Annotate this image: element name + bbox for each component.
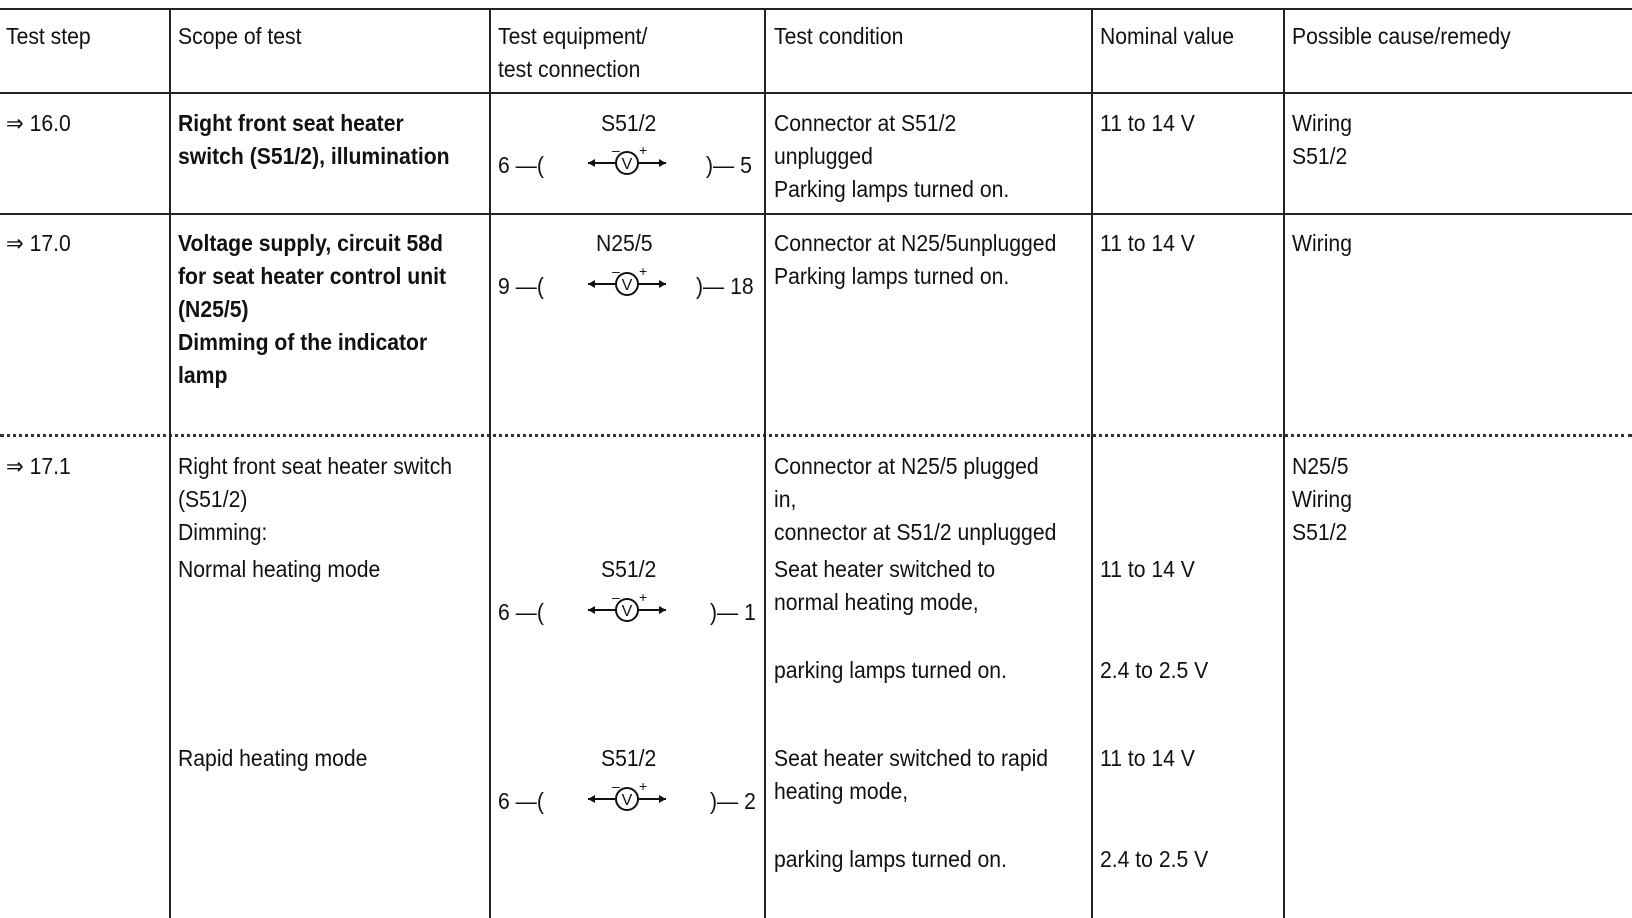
header-cause: Possible cause/remedy <box>1292 23 1511 49</box>
svg-text:–: – <box>612 266 620 279</box>
pin-left-17-0-number: 9 <box>498 273 510 299</box>
condition-16-0: Connector at S51/2 unplugged Parking lamps turned on. <box>774 110 1010 202</box>
step-16-0: ⇒ 16.0 <box>6 110 71 136</box>
condition-normal-a: Seat heater switched to normal heating mode, <box>774 556 996 615</box>
svg-text:+: + <box>639 145 648 158</box>
svg-text:–: – <box>612 145 620 158</box>
connector-socket-left-icon: —( <box>515 788 544 814</box>
connector-label-17-0: N25/5 <box>596 230 653 256</box>
svg-text:V: V <box>621 792 633 809</box>
svg-text:–: – <box>612 781 620 794</box>
connector-label-16-0: S51/2 <box>601 110 657 136</box>
svg-text:V: V <box>621 277 633 294</box>
nominal-rapid-b: 2.4 to 2.5 V <box>1100 846 1209 872</box>
col-rule-2 <box>489 8 491 918</box>
nominal-normal-b: 2.4 to 2.5 V <box>1100 657 1209 683</box>
pin-left-17-0 <box>498 272 544 300</box>
pin-right-rapid <box>710 787 756 815</box>
svg-text:V: V <box>621 603 633 620</box>
nominal-normal-a: 11 to 14 V <box>1100 556 1195 582</box>
col-rule-4 <box>1091 8 1093 918</box>
voltmeter-icon <box>584 781 670 817</box>
condition-rapid-a: Seat heater switched to rapid heating mode, <box>774 745 1049 804</box>
svg-text:V: V <box>621 156 633 173</box>
condition-rapid-b: parking lamps turned on. <box>774 846 1007 872</box>
col-rule-5 <box>1283 8 1285 918</box>
pin-left-rapid <box>498 787 544 815</box>
scope-rapid-heating: Rapid heating mode <box>178 745 368 771</box>
scope-17-0: Voltage supply, circuit 58d for seat heater control unit (N25/5) Dimming of the indicator lamp <box>178 230 447 388</box>
pin-right-17-0-number: 18 <box>730 273 754 299</box>
header-nominal: Nominal value <box>1100 23 1235 49</box>
pin-left-normal-number: 6 <box>498 599 510 625</box>
pin-right-16-0-number: 5 <box>740 152 752 178</box>
step-17-0: ⇒ 17.0 <box>6 230 71 256</box>
connector-label-normal: S51/2 <box>601 556 657 582</box>
pin-right-17-0 <box>696 272 754 300</box>
connector-socket-right-icon: )— <box>706 152 741 178</box>
header-condition: Test condition <box>774 23 904 49</box>
svg-text:–: – <box>612 592 620 605</box>
pin-right-normal-number: 1 <box>744 599 756 625</box>
connector-socket-left-icon: —( <box>515 273 544 299</box>
header-bottom-rule <box>0 92 1632 94</box>
voltmeter-icon <box>584 266 670 302</box>
connector-socket-left-icon: —( <box>515 599 544 625</box>
pin-left-normal <box>498 598 544 626</box>
scope-17-1-intro: Right front seat heater switch (S51/2) Dimming: <box>178 453 453 545</box>
connector-socket-right-icon: )— <box>710 788 739 814</box>
connector-socket-right-icon: )— <box>710 599 739 625</box>
svg-text:+: + <box>639 781 648 794</box>
step-17-1: ⇒ 17.1 <box>6 453 71 479</box>
row-17-dotted-rule <box>0 434 1632 437</box>
cause-17-0: Wiring <box>1292 230 1352 256</box>
pin-left-rapid-number: 6 <box>498 788 510 814</box>
header-test-step: Test step <box>6 23 91 49</box>
voltmeter-icon <box>584 145 670 181</box>
pin-right-16-0 <box>706 151 752 179</box>
cause-17-1: N25/5 Wiring S51/2 <box>1292 453 1352 545</box>
pin-left-16-0-number: 6 <box>498 152 510 178</box>
scope-16-0: Right front seat heater switch (S51/2), illumination <box>178 110 450 169</box>
header-equipment: Test equipment/ test connection <box>498 23 648 82</box>
connector-label-rapid: S51/2 <box>601 745 657 771</box>
pin-right-normal <box>710 598 756 626</box>
nominal-16-0: 11 to 14 V <box>1100 110 1195 136</box>
cause-16-0: Wiring S51/2 <box>1292 110 1352 169</box>
header-top-rule <box>0 8 1632 10</box>
connector-socket-right-icon: )— <box>696 273 725 299</box>
connector-socket-left-icon: —( <box>515 152 544 178</box>
row-16-bottom-rule <box>0 213 1632 215</box>
scope-normal-heating: Normal heating mode <box>178 556 381 582</box>
voltmeter-icon <box>584 592 670 628</box>
condition-17-0: Connector at N25/5unplugged Parking lamps turned on. <box>774 230 1057 289</box>
nominal-17-0: 11 to 14 V <box>1100 230 1195 256</box>
condition-17-1-intro: Connector at N25/5 plugged in, connector at S51/2 unplugged <box>774 453 1057 545</box>
condition-normal-b: parking lamps turned on. <box>774 657 1007 683</box>
svg-text:+: + <box>639 592 648 605</box>
pin-left-16-0 <box>498 151 544 179</box>
col-rule-3 <box>764 8 766 918</box>
nominal-rapid-a: 11 to 14 V <box>1100 745 1195 771</box>
pin-right-rapid-number: 2 <box>744 788 756 814</box>
svg-text:+: + <box>639 266 648 279</box>
col-rule-1 <box>169 8 171 918</box>
header-scope: Scope of test <box>178 23 302 49</box>
